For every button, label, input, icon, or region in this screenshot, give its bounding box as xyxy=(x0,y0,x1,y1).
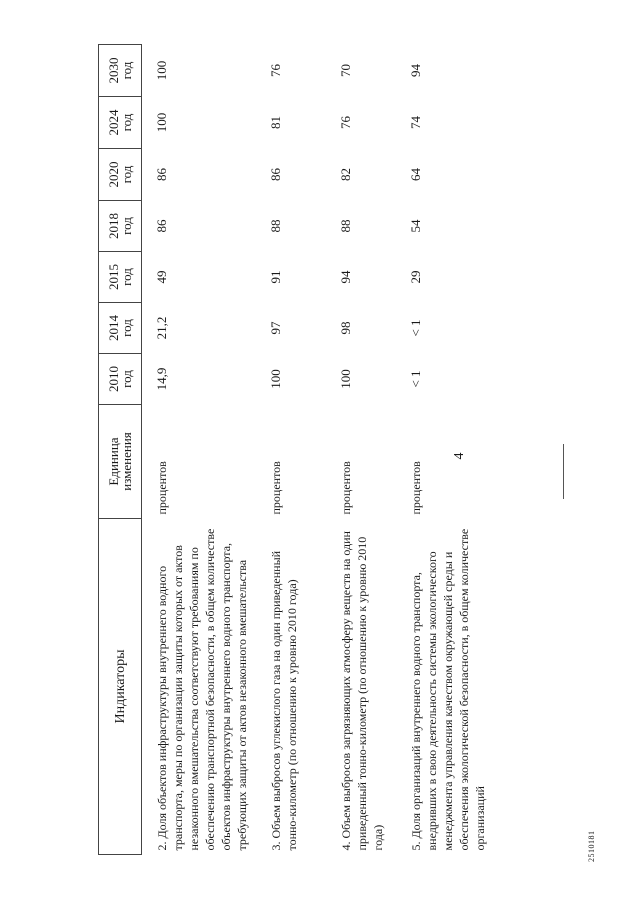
header-indicator: Индикаторы xyxy=(99,519,142,855)
value-cell: 98 xyxy=(338,321,353,335)
year-label: 2020 xyxy=(106,161,121,188)
table-row xyxy=(408,45,528,855)
indicator-cell: 3. Объем выбросов углекислого газа на один приведенный тонно-километр (по отношению к уровню 2010 года) xyxy=(269,550,299,851)
header-year-2024 xyxy=(99,97,142,149)
year-label: 2015 xyxy=(106,264,121,290)
table-header-row xyxy=(99,45,142,855)
value-cell: 86 xyxy=(154,168,169,181)
year-suffix: год xyxy=(119,268,134,286)
header-year-2010 xyxy=(99,354,142,405)
value-cell: 100 xyxy=(154,112,169,133)
header-year-2014 xyxy=(99,303,142,354)
separator-line xyxy=(563,444,564,499)
value-cell: 91 xyxy=(268,270,283,284)
value-cell: 81 xyxy=(268,116,283,129)
table-row xyxy=(142,45,269,855)
value-cell: 86 xyxy=(268,168,283,181)
year-label: 2014 xyxy=(106,315,121,341)
value-cell: 100 xyxy=(338,369,353,389)
document-code: 2510181 xyxy=(587,830,596,862)
value-cell: 74 xyxy=(408,116,423,129)
value-cell: 54 xyxy=(408,219,423,233)
year-suffix: год xyxy=(119,113,134,132)
value-cell: 29 xyxy=(408,270,423,284)
indicators-table-wrapper xyxy=(98,45,498,855)
unit-cell: процентов xyxy=(269,461,283,515)
year-suffix: год xyxy=(119,370,134,388)
year-suffix: год xyxy=(119,165,134,184)
indicators-table xyxy=(98,44,528,855)
value-cell: 64 xyxy=(408,168,423,181)
header-unit: Единица изменения xyxy=(99,405,142,519)
unit-cell: процентов xyxy=(339,461,353,515)
indicator-cell: 5. Доля организаций внутреннего водного транспорта, внедривших в свою деятельность системы экологического менеджмента управления качеством окружающей среды и обеспечения экологической безопасности, в общем количестве организаций xyxy=(409,528,487,851)
value-cell: < 1 xyxy=(408,319,423,337)
year-label: 2018 xyxy=(106,213,121,239)
value-cell: 82 xyxy=(338,168,353,181)
value-cell: 76 xyxy=(268,64,283,77)
indicator-cell: 2. Доля объектов инфраструктуры внутреннего водного транспорта, меры по организации защиты которых от актов незаконного вмешательства соответствуют требованиям по обеспечению транспортной безопасности, в общем количестве объектов инфраструктуры внутреннего водного транспорта, требующих защиты от актов незаконного вмешательства xyxy=(155,528,249,851)
year-label: 2024 xyxy=(106,109,121,136)
value-cell: 86 xyxy=(154,219,169,233)
value-cell: 94 xyxy=(408,64,423,77)
value-cell: 100 xyxy=(268,369,283,389)
indicator-cell: 4. Объем выбросов загрязняющих атмосферу веществ на один приведенный тонно-километр (по отношению к уровню 2010 года) xyxy=(339,531,385,851)
value-cell: 70 xyxy=(338,64,353,77)
year-label: 2030 xyxy=(106,57,121,84)
year-label: 2010 xyxy=(106,366,121,392)
table-row xyxy=(338,45,408,855)
header-year-2015 xyxy=(99,252,142,303)
value-cell: 76 xyxy=(338,116,353,129)
header-year-2020 xyxy=(99,149,142,201)
value-cell: 14,9 xyxy=(154,367,169,391)
unit-cell: процентов xyxy=(409,461,423,515)
header-year-2030 xyxy=(99,45,142,97)
value-cell: 21,2 xyxy=(154,316,169,340)
header-year-2018 xyxy=(99,201,142,252)
value-cell: 97 xyxy=(268,321,283,335)
year-suffix: год xyxy=(119,319,134,337)
year-suffix: год xyxy=(119,61,134,80)
value-cell: < 1 xyxy=(408,370,423,388)
unit-cell: процентов xyxy=(155,461,169,515)
value-cell: 94 xyxy=(338,270,353,284)
value-cell: 88 xyxy=(338,219,353,233)
table-row xyxy=(268,45,338,855)
year-suffix: год xyxy=(119,217,134,235)
page-number: 4 xyxy=(452,452,467,460)
value-cell: 88 xyxy=(268,219,283,233)
value-cell: 49 xyxy=(154,270,169,284)
value-cell: 100 xyxy=(154,60,169,81)
